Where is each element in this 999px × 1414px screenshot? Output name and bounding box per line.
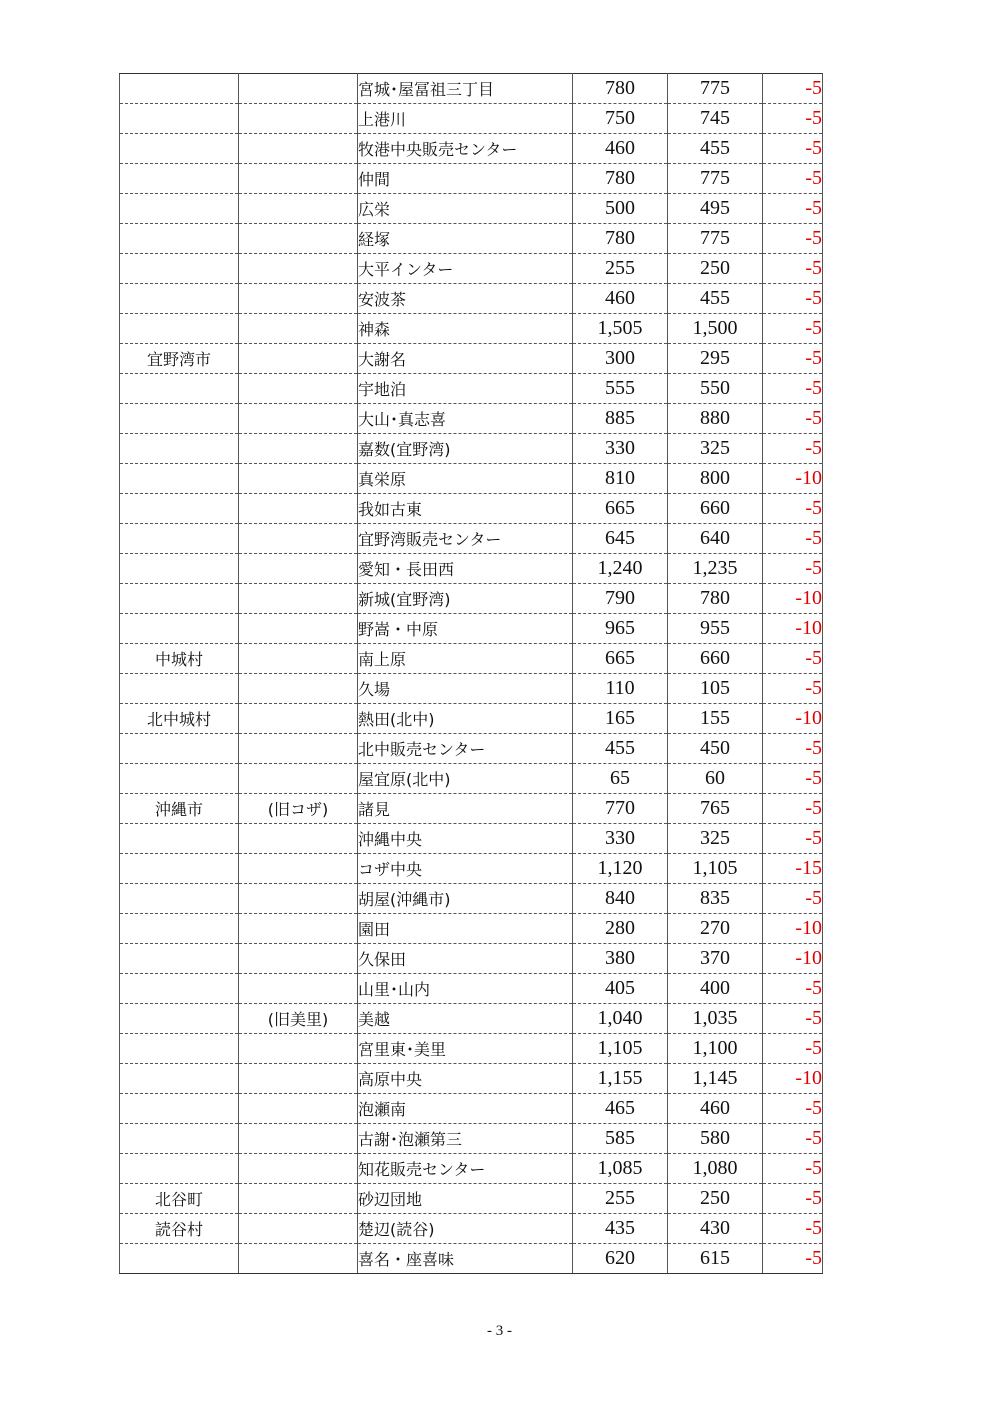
- subarea-cell: [239, 134, 358, 164]
- price-change-cell: -5: [763, 434, 823, 464]
- price-change-cell: -5: [763, 974, 823, 1004]
- old-price-cell: 1,505: [573, 314, 668, 344]
- old-price-cell: 500: [573, 194, 668, 224]
- subarea-cell: [239, 1154, 358, 1184]
- new-price-cell: 615: [668, 1244, 763, 1274]
- location-name-cell: 北中販売センター: [358, 734, 573, 764]
- old-price-cell: 65: [573, 764, 668, 794]
- subarea-cell: [239, 344, 358, 374]
- old-price-cell: 1,155: [573, 1064, 668, 1094]
- old-price-cell: 255: [573, 254, 668, 284]
- subarea-cell: [239, 1094, 358, 1124]
- subarea-cell: [239, 74, 358, 104]
- area-cell: [120, 914, 239, 944]
- area-cell: [120, 554, 239, 584]
- price-change-cell: -5: [763, 1094, 823, 1124]
- subarea-cell: [239, 104, 358, 134]
- subarea-cell: [239, 314, 358, 344]
- location-name-cell: 大謝名: [358, 344, 573, 374]
- table-row: [120, 914, 823, 944]
- area-cell: [120, 1094, 239, 1124]
- area-cell: [120, 374, 239, 404]
- location-name-cell: 宜野湾販売センター: [358, 524, 573, 554]
- location-name-cell: 大平インター: [358, 254, 573, 284]
- price-change-cell: -5: [763, 734, 823, 764]
- table-row: [120, 1064, 823, 1094]
- location-name-cell: 牧港中央販売センター: [358, 134, 573, 164]
- table-row: [120, 524, 823, 554]
- subarea-cell: [239, 374, 358, 404]
- old-price-cell: 665: [573, 494, 668, 524]
- location-name-cell: 大山･真志喜: [358, 404, 573, 434]
- table-row: [120, 1214, 823, 1244]
- area-cell: [120, 464, 239, 494]
- price-change-cell: -5: [763, 524, 823, 554]
- location-name-cell: 沖縄中央: [358, 824, 573, 854]
- price-change-cell: -5: [763, 374, 823, 404]
- area-cell: [120, 974, 239, 1004]
- area-cell: [120, 74, 239, 104]
- old-price-cell: 885: [573, 404, 668, 434]
- price-change-cell: -5: [763, 494, 823, 524]
- price-change-cell: -5: [763, 194, 823, 224]
- new-price-cell: 60: [668, 764, 763, 794]
- table-row: [120, 704, 823, 734]
- subarea-cell: [239, 1064, 358, 1094]
- subarea-cell: [239, 194, 358, 224]
- old-price-cell: 300: [573, 344, 668, 374]
- page-number: - 3 -: [487, 1323, 512, 1339]
- area-cell: [120, 884, 239, 914]
- area-cell: [120, 854, 239, 884]
- subarea-cell: [239, 164, 358, 194]
- new-price-cell: 430: [668, 1214, 763, 1244]
- price-change-cell: -5: [763, 674, 823, 704]
- subarea-cell: [239, 584, 358, 614]
- subarea-cell: [239, 704, 358, 734]
- location-name-cell: 南上原: [358, 644, 573, 674]
- price-change-cell: -5: [763, 1214, 823, 1244]
- location-name-cell: 泡瀬南: [358, 1094, 573, 1124]
- subarea-cell: [239, 254, 358, 284]
- area-cell: [120, 134, 239, 164]
- price-change-cell: -5: [763, 1154, 823, 1184]
- area-cell: [120, 944, 239, 974]
- price-change-cell: -10: [763, 944, 823, 974]
- new-price-cell: 325: [668, 824, 763, 854]
- subarea-cell: [239, 884, 358, 914]
- new-price-cell: 1,105: [668, 854, 763, 884]
- new-price-cell: 105: [668, 674, 763, 704]
- new-price-cell: 640: [668, 524, 763, 554]
- new-price-cell: 775: [668, 74, 763, 104]
- old-price-cell: 555: [573, 374, 668, 404]
- new-price-cell: 1,235: [668, 554, 763, 584]
- subarea-cell: [239, 764, 358, 794]
- old-price-cell: 780: [573, 224, 668, 254]
- location-name-cell: 仲間: [358, 164, 573, 194]
- price-change-cell: -10: [763, 704, 823, 734]
- old-price-cell: 750: [573, 104, 668, 134]
- location-name-cell: 熱田(北中): [358, 704, 573, 734]
- price-change-cell: -5: [763, 764, 823, 794]
- subarea-cell: [239, 284, 358, 314]
- old-price-cell: 405: [573, 974, 668, 1004]
- price-change-cell: -5: [763, 554, 823, 584]
- location-name-cell: 野嵩・中原: [358, 614, 573, 644]
- location-name-cell: 宇地泊: [358, 374, 573, 404]
- subarea-cell: [239, 1244, 358, 1274]
- new-price-cell: 660: [668, 494, 763, 524]
- new-price-cell: 1,035: [668, 1004, 763, 1034]
- table-row: [120, 194, 823, 224]
- table-row: [120, 554, 823, 584]
- table-row: [120, 644, 823, 674]
- new-price-cell: 880: [668, 404, 763, 434]
- table-row: [120, 1034, 823, 1064]
- price-change-cell: -5: [763, 1244, 823, 1274]
- subarea-cell: [239, 464, 358, 494]
- new-price-cell: 1,100: [668, 1034, 763, 1064]
- subarea-cell: [239, 824, 358, 854]
- table-row: [120, 584, 823, 614]
- subarea-cell: [239, 1184, 358, 1214]
- old-price-cell: 380: [573, 944, 668, 974]
- location-name-cell: 嘉数(宜野湾): [358, 434, 573, 464]
- price-change-cell: -10: [763, 584, 823, 614]
- old-price-cell: 255: [573, 1184, 668, 1214]
- table-row: [120, 254, 823, 284]
- new-price-cell: 780: [668, 584, 763, 614]
- location-name-cell: 真栄原: [358, 464, 573, 494]
- table-row: [120, 1124, 823, 1154]
- table-row: [120, 674, 823, 704]
- new-price-cell: 250: [668, 254, 763, 284]
- new-price-cell: 455: [668, 284, 763, 314]
- area-cell: [120, 434, 239, 464]
- location-name-cell: 我如古東: [358, 494, 573, 524]
- new-price-cell: 550: [668, 374, 763, 404]
- price-change-cell: -10: [763, 1064, 823, 1094]
- area-cell: [120, 1124, 239, 1154]
- location-name-cell: 古謝･泡瀬第三: [358, 1124, 573, 1154]
- area-cell: [120, 1004, 239, 1034]
- price-change-cell: -10: [763, 614, 823, 644]
- area-cell: [120, 524, 239, 554]
- subarea-cell: [239, 434, 358, 464]
- table-row: [120, 824, 823, 854]
- area-cell: [120, 1154, 239, 1184]
- old-price-cell: 780: [573, 164, 668, 194]
- location-name-cell: 知花販売センター: [358, 1154, 573, 1184]
- new-price-cell: 745: [668, 104, 763, 134]
- area-cell: 読谷村: [120, 1214, 239, 1244]
- table-row: [120, 884, 823, 914]
- new-price-cell: 400: [668, 974, 763, 1004]
- area-cell: [120, 314, 239, 344]
- area-cell: [120, 194, 239, 224]
- subarea-cell: [239, 674, 358, 704]
- location-name-cell: 上港川: [358, 104, 573, 134]
- area-cell: [120, 1034, 239, 1064]
- price-change-cell: -5: [763, 134, 823, 164]
- price-change-cell: -15: [763, 854, 823, 884]
- subarea-cell: [239, 224, 358, 254]
- subarea-cell: [239, 1124, 358, 1154]
- table-row: [120, 134, 823, 164]
- new-price-cell: 455: [668, 134, 763, 164]
- location-name-cell: 神森: [358, 314, 573, 344]
- old-price-cell: 455: [573, 734, 668, 764]
- old-price-cell: 460: [573, 284, 668, 314]
- table-row: [120, 374, 823, 404]
- price-change-cell: -5: [763, 884, 823, 914]
- area-cell: [120, 224, 239, 254]
- subarea-cell: [239, 1214, 358, 1244]
- old-price-cell: 965: [573, 614, 668, 644]
- new-price-cell: 1,500: [668, 314, 763, 344]
- subarea-cell: [239, 644, 358, 674]
- price-change-cell: -5: [763, 644, 823, 674]
- table-row: [120, 164, 823, 194]
- new-price-cell: 660: [668, 644, 763, 674]
- price-change-cell: -5: [763, 824, 823, 854]
- subarea-cell: [239, 944, 358, 974]
- new-price-cell: 495: [668, 194, 763, 224]
- location-name-cell: 砂辺団地: [358, 1184, 573, 1214]
- location-name-cell: 喜名・座喜味: [358, 1244, 573, 1274]
- new-price-cell: 325: [668, 434, 763, 464]
- old-price-cell: 810: [573, 464, 668, 494]
- location-name-cell: 久場: [358, 674, 573, 704]
- area-cell: 北中城村: [120, 704, 239, 734]
- area-cell: [120, 404, 239, 434]
- area-cell: 中城村: [120, 644, 239, 674]
- table-row: [120, 794, 823, 824]
- area-cell: [120, 764, 239, 794]
- table-row: [120, 344, 823, 374]
- location-name-cell: 広栄: [358, 194, 573, 224]
- area-cell: [120, 494, 239, 524]
- new-price-cell: 295: [668, 344, 763, 374]
- area-cell: [120, 1244, 239, 1274]
- table-row: [120, 944, 823, 974]
- price-change-cell: -5: [763, 1004, 823, 1034]
- price-table-body: [120, 74, 823, 1274]
- old-price-cell: 620: [573, 1244, 668, 1274]
- old-price-cell: 460: [573, 134, 668, 164]
- table-row: [120, 404, 823, 434]
- new-price-cell: 1,080: [668, 1154, 763, 1184]
- location-name-cell: 宮里東･美里: [358, 1034, 573, 1064]
- new-price-cell: 800: [668, 464, 763, 494]
- subarea-cell: [239, 494, 358, 524]
- table-row: [120, 764, 823, 794]
- table-row: [120, 974, 823, 1004]
- price-change-cell: -5: [763, 404, 823, 434]
- price-change-cell: -5: [763, 74, 823, 104]
- new-price-cell: 955: [668, 614, 763, 644]
- old-price-cell: 165: [573, 704, 668, 734]
- new-price-cell: 155: [668, 704, 763, 734]
- subarea-cell: [239, 974, 358, 1004]
- new-price-cell: 835: [668, 884, 763, 914]
- old-price-cell: 1,120: [573, 854, 668, 884]
- subarea-cell: [239, 734, 358, 764]
- table-row: [120, 734, 823, 764]
- subarea-cell: [239, 404, 358, 434]
- new-price-cell: 460: [668, 1094, 763, 1124]
- new-price-cell: 1,145: [668, 1064, 763, 1094]
- table-row: [120, 224, 823, 254]
- price-change-cell: -5: [763, 794, 823, 824]
- subarea-cell: [239, 914, 358, 944]
- location-name-cell: 安波茶: [358, 284, 573, 314]
- location-name-cell: 諸見: [358, 794, 573, 824]
- location-name-cell: 久保田: [358, 944, 573, 974]
- old-price-cell: 1,240: [573, 554, 668, 584]
- new-price-cell: 580: [668, 1124, 763, 1154]
- area-cell: 沖縄市: [120, 794, 239, 824]
- old-price-cell: 110: [573, 674, 668, 704]
- table-row: [120, 464, 823, 494]
- location-name-cell: 美越: [358, 1004, 573, 1034]
- location-name-cell: 園田: [358, 914, 573, 944]
- area-cell: [120, 164, 239, 194]
- price-change-cell: -5: [763, 1184, 823, 1214]
- table-row: [120, 1184, 823, 1214]
- old-price-cell: 585: [573, 1124, 668, 1154]
- table-row: [120, 434, 823, 464]
- location-name-cell: 山里･山内: [358, 974, 573, 1004]
- new-price-cell: 765: [668, 794, 763, 824]
- location-name-cell: 胡屋(沖縄市): [358, 884, 573, 914]
- old-price-cell: 1,105: [573, 1034, 668, 1064]
- new-price-cell: 450: [668, 734, 763, 764]
- table-row: [120, 314, 823, 344]
- location-name-cell: 経塚: [358, 224, 573, 254]
- location-name-cell: 新城(宜野湾): [358, 584, 573, 614]
- price-change-cell: -10: [763, 914, 823, 944]
- area-cell: 宜野湾市: [120, 344, 239, 374]
- price-change-cell: -5: [763, 344, 823, 374]
- location-name-cell: 楚辺(読谷): [358, 1214, 573, 1244]
- old-price-cell: 840: [573, 884, 668, 914]
- table-row: [120, 1094, 823, 1124]
- old-price-cell: 790: [573, 584, 668, 614]
- old-price-cell: 435: [573, 1214, 668, 1244]
- price-change-cell: -5: [763, 1124, 823, 1154]
- old-price-cell: 330: [573, 824, 668, 854]
- area-cell: [120, 254, 239, 284]
- old-price-cell: 665: [573, 644, 668, 674]
- old-price-cell: 780: [573, 74, 668, 104]
- new-price-cell: 250: [668, 1184, 763, 1214]
- subarea-cell: [239, 1034, 358, 1064]
- subarea-cell: (旧美里): [239, 1004, 358, 1034]
- new-price-cell: 775: [668, 224, 763, 254]
- subarea-cell: (旧コザ): [239, 794, 358, 824]
- table-row: [120, 614, 823, 644]
- area-cell: [120, 674, 239, 704]
- table-row: [120, 74, 823, 104]
- price-change-cell: -5: [763, 1034, 823, 1064]
- price-change-cell: -5: [763, 104, 823, 134]
- subarea-cell: [239, 554, 358, 584]
- price-change-cell: -5: [763, 164, 823, 194]
- price-change-cell: -5: [763, 284, 823, 314]
- area-cell: [120, 104, 239, 134]
- table-row: [120, 1154, 823, 1184]
- old-price-cell: 1,040: [573, 1004, 668, 1034]
- table-row: [120, 1244, 823, 1274]
- table-row: [120, 494, 823, 524]
- subarea-cell: [239, 524, 358, 554]
- area-cell: [120, 584, 239, 614]
- price-change-cell: -5: [763, 224, 823, 254]
- price-change-cell: -10: [763, 464, 823, 494]
- old-price-cell: 1,085: [573, 1154, 668, 1184]
- area-cell: [120, 1064, 239, 1094]
- location-name-cell: 愛知・長田西: [358, 554, 573, 584]
- location-name-cell: 宮城･屋冨祖三丁目: [358, 74, 573, 104]
- area-cell: [120, 734, 239, 764]
- table-row: [120, 104, 823, 134]
- subarea-cell: [239, 614, 358, 644]
- area-cell: [120, 614, 239, 644]
- location-name-cell: 高原中央: [358, 1064, 573, 1094]
- old-price-cell: 330: [573, 434, 668, 464]
- table-row: [120, 284, 823, 314]
- price-change-cell: -5: [763, 254, 823, 284]
- old-price-cell: 645: [573, 524, 668, 554]
- price-table: [119, 73, 823, 1274]
- area-cell: 北谷町: [120, 1184, 239, 1214]
- area-cell: [120, 824, 239, 854]
- location-name-cell: 屋宜原(北中): [358, 764, 573, 794]
- table-row: [120, 854, 823, 884]
- old-price-cell: 770: [573, 794, 668, 824]
- new-price-cell: 270: [668, 914, 763, 944]
- new-price-cell: 370: [668, 944, 763, 974]
- old-price-cell: 280: [573, 914, 668, 944]
- location-name-cell: コザ中央: [358, 854, 573, 884]
- new-price-cell: 775: [668, 164, 763, 194]
- old-price-cell: 465: [573, 1094, 668, 1124]
- table-row: [120, 1004, 823, 1034]
- subarea-cell: [239, 854, 358, 884]
- area-cell: [120, 284, 239, 314]
- price-change-cell: -5: [763, 314, 823, 344]
